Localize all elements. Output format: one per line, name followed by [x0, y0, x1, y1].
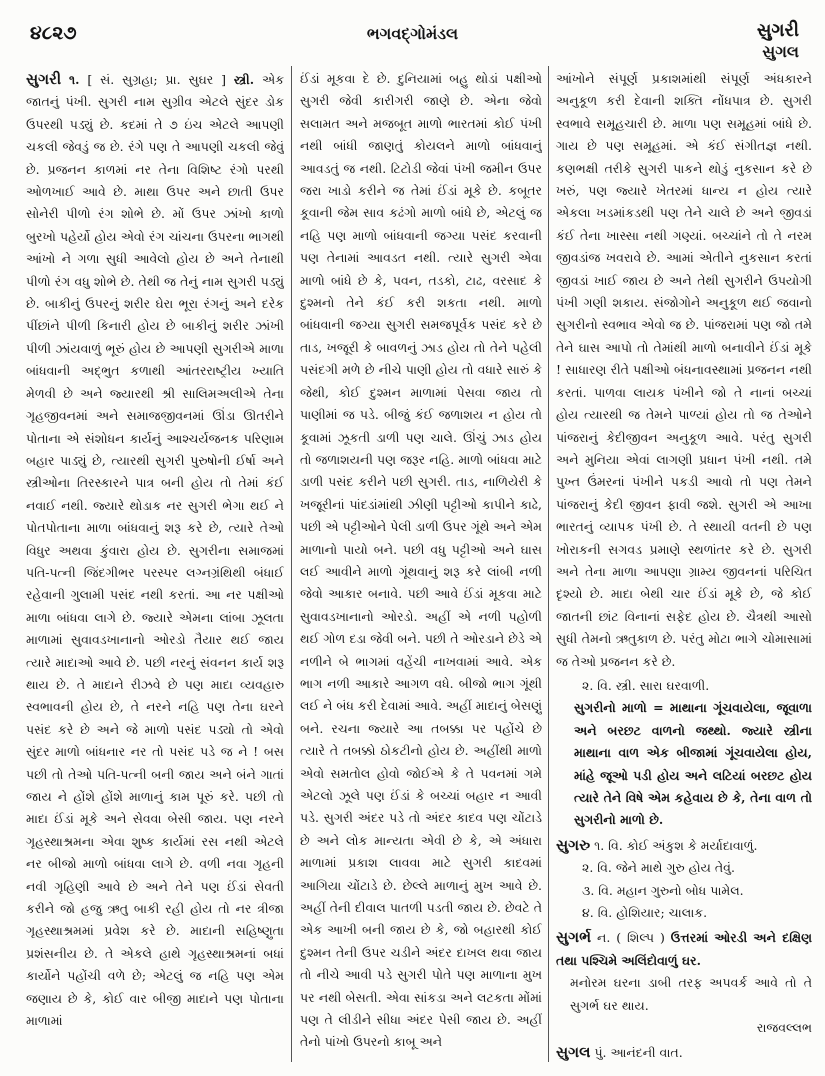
gender-label: સ્ત્રી.	[233, 72, 255, 87]
idiom-quote: સુગરીનો માળો = માથાના ગૂંચવાયેલા, જૂવાળા અને બરછટ વાળનો જથ્થો. જ્યારે સ્ત્રીના માથાના વાળ એક બીજામાં ગૂંચવાયેલા હોય, માંહે જૂઓ પડી હોય અને લટિયાં બરછટ હોય ત્યારે તેને વિષે એમ કહેવાય છે કે, તેના વાળ તો સુગરીનો માળો છે.	[574, 700, 812, 828]
sense-definition: ઉત્તરમાં ઓરડી અને દક્ષિણ તથા પશ્ચિમે અલિંદોવાળું ઘર.	[556, 930, 812, 968]
entry-sugri	[26, 68, 284, 1032]
column-divider	[548, 66, 549, 1062]
sense-label: ૨. વિ. સ્ત્રી.	[582, 677, 636, 693]
page-number: ૪૮૨૭	[30, 22, 77, 44]
headword: સુગલ	[556, 1043, 591, 1062]
running-title: ભગવદ્ગોમંડલ	[366, 24, 459, 43]
sense-definition: ૩. વિ. મહાન ગુરુનો બોધ પામેલ.	[582, 882, 744, 898]
definition-text: આંખોને સંપૂર્ણ પ્રકાશમાંથી સંપૂર્ણ અંધકારને અનુકૂળ કરી દેવાની શક્તિ નોંધપાત્ર છે. સુગરી સ્વભાવે સમૂહચારી છે. માળા પણ સમૂહમાં બાંધે છે. ગાય છે પણ સમૂહમાં. એ કંઈ સંગીતજ્ઞ નથી. કણભક્ષી તરીકે સુગરી પાકને થોડું નુકસાન કરે છે ખરું, પણ જ્યારે ખેતરમાં ધાન્ય ન હોય ત્યારે એકલા ખડમાંકડથી પણ તેને ચાલે છે અને જીવડાં કંઈ તેના ખાસ્સા નથી ગણ્યાં. બચ્ચાંને તો તે નરમ જીવડાંજ ખવરાવે છે. આમાં એતીને નુકસાન કરતાં જીવડાં ખાઈ જાય છે અને તેથી સુગરીને ઉપયોગી પંખી ગણી શકાય. સંજોગોને અનુકૂળ થઈ જવાનો સુગરીનો સ્વભાવ એવો જ છે. પાંજરામાં પણ જો તમે તેને ઘાસ આપો તો તેમાંથી માળો બનાવીને ઈંડાં મૂકે ! સાધારણ રીતે પક્ષીઓ બંધનાવસ્થામાં પ્રજનન નથી કરતાં. પાળવા લાયક પંખીને જો તે નાનાં બચ્ચાં હોય ત્યારથી જ તેમને પાળ્યાં હોય તો જ તેઓને પાંજરાનું કેદીજીવન અનુકૂળ આવે. પરંતુ સુગરી અને મુનિયા એવાં લાગણી પ્રધાન પંખી નથી. તમે પુખ્ત ઉંમરનાં પંખીને પકડી આવો તો પણ તેમને પાંજરાનું કેદી જીવન ફાવી જશે. સુગરી એ આખા ભારતનું વ્યાપક પંખી છે. તે સ્થાયી વતની છે પણ ખોરાકની સગવડ પ્રમાણે સ્થળાંતર કરે છે. સુગરી અને તેના માળા આપણા ગ્રામ્ય જીવનનાં પરિચિત દૃશ્યો છે. માદા બેથી ચાર ઈંડાં મૂકે છે, જે કોઈ જાતની છાંટ વિનાનાં સફેદ હોય છે. ચૈત્રથી આસો સુધી તેમનો ઋતુકાળ છે. પરંતુ મોટા ભાગે ચોમાસામાં જ તેઓ પ્રજનન કરે છે.	[556, 71, 812, 669]
sense-definition: ૧. વિ. કોઈ અંકુશ કે મર્યાદાવાળું.	[594, 837, 758, 853]
headword: સુગરી	[26, 70, 62, 88]
sense-2	[556, 675, 812, 697]
guide-word-first: સુગરી	[756, 20, 799, 41]
definition-text: એક જાતનું પંખી. સુગરી નામ સુગ્રીવ એટલે સુંદર ડોક ઉપરથી પડ્યું છે. કદમાં તે ૭ ઇંચ એટલે આપણી ચકલી જેવડું જ છે. રંગે પણ તે આપણી ચકલી જેવું છે. પ્રજનન કાળમાં નર તેના વિશિષ્ટ રંગો પરથી ઓળખાઈ આવે છે. માથા ઉપર અને છાતી ઉપર સોનેરી પીળો રંગ શોભે છે. મોં ઉપર ઝાંખો કાળો બુરખો પહેર્યો હોય એવો રંગ ચાંચના ઉપરના ભાગથી આંખો ને ગળા સુધી આવેલો હોય છે અને તેનાથી પીળો રંગ વધુ શોભે છે. તેથી જ તેનું નામ સુગરી પડ્યું છે. બાકીનું ઉપરનું શરીર ઘેરા ભૂરા રંગનું અને દરેક પીંછાંને પીળી કિનારી હોય છે બાકીનું શરીર ઝાંખી પીળી ઝાંયવાળું ભૂરું હોય છે આપણી સુગરીએ માળા બાંધવાની અદ્ભુત કળાથી આંતરરાષ્ટ્રીય ખ્યાતિ મેળવી છે અને જ્યારથી શ્રી સાલિમઅલીએ તેના ગૃહજીવનમાં અને સમાજજીવનમાં ઊંડા ઊતરીને પોતાના એ સંશોધન કાર્યનું આશ્ચર્યજનક પરિણામ બહાર પાડ્યું છે, ત્યારથી સુગરી પુરુષોની ઈર્ષા અને સ્ત્રીઓના તિરસ્કારને પાત્ર બની હોય તો તેમાં કંઈ નવાઈ નથી. જ્યારે થોડાક નર સુગરી ભેગા થઈ ને પોતપોતાના માળા બાંધવાનું શરૂ કરે છે, ત્યારે તેઓ વિધુર અથવા કુંવારા હોય છે. સુગરીના સમાજમાં પતિ-પત્ની જિંદગીભર પરસ્પર લગ્નગ્રંથિથી બંધાઈ રહેવાની ગુલામી પસંદ નથી કરતાં. આ નર પક્ષીઓ માળા બાંધવા લાગે છે. જ્યારે એમના લાંબા ઝૂલતા માળામાં સુવાવડખાનાનો ઓરડો તૈયાર થઈ જાય ત્યારે માદાઓ આવે છે. પછી નરનું સંવનન કાર્ય શરૂ થાય છે. તે માદાને રીઝવે છે પણ માદા વ્યવહારુ સ્વભાવની હોય છે, તે નરને નહિ પણ તેના ઘરને પસંદ કરે છે અને જે માળો પસંદ પડ્યો તો એવો સુંદર માળો બાંધનાર નર તો પસંદ પડે જ ને ! બસ પછી તો તેઓ પતિ-પત્ની બની જાય અને બંને ગાતાં જાય ને હોંશે હોંશે માળાનું કામ પૂરું કરે. પછી તો માદા ઈંડાં મૂકે અને સેવવા બેસી જાય. પણ નરને ગૃહસ્થાશ્રમના એવા શુષ્ક કાર્યમાં રસ નથી એટલે નર બીજો માળો બાંધવા લાગે છે. વળી નવા ગૃહની નવી ગૃહિણી આવે છે અને તેને પણ ઈંડાં સેવતી કરીને જો હજુ ઋતુ બાકી રહી હોય તો નર ત્રીજા ગૃહસ્થાશ્રમમાં પ્રવેશ કરે છે. માદાની સહિષ્ણુતા પ્રશંસનીય છે. તે એકલે હાથે ગૃહસ્થાશ્રમનાં બધાં કાર્યોને પહોંચી વળે છે; એટલું જ નહિ પણ એમ જણાય છે કે, કોઈ વાર બીજી માદાને પણ પોતાના માળામાં	[26, 72, 284, 1029]
sense-definition: ૨. વિ. જેને માથે ગુરુ હોય તેવું.	[582, 860, 735, 876]
entry-sugaru	[556, 834, 812, 857]
guide-word-last: સુગલ	[762, 42, 799, 61]
column-left	[26, 68, 284, 1062]
column-right	[556, 68, 812, 1062]
part-of-speech: ન. ( શિલ્પ )	[597, 930, 665, 946]
citation-quote: મનોરમ ઘરના ડાબી તરફ અપવર્ક આવે તો તે સુગર્ભ ઘર થાય.	[570, 975, 812, 1013]
sense-definition: પું. આનંદની વાત.	[594, 1045, 683, 1061]
entry-sugarbh	[556, 926, 812, 972]
citation-source: રાજવલ્લભ	[756, 1020, 812, 1036]
entry-sugal	[556, 1041, 812, 1062]
column-middle	[300, 68, 542, 1062]
headword: સુગરુ	[556, 835, 591, 854]
headword: સુગર્ભ	[556, 928, 592, 947]
sense-definition: ૪. વિ. હોશિયાર; ચાલાક.	[582, 905, 708, 921]
definition-text: ઈંડાં મૂકવા દે છે. દુનિયામાં બહુ થોડાં પક્ષીઓ સુગરી જેવી કારીગરી જાણે છે. એના જેવો સલામત અને મજબૂત માળો ભારતમાં કોઈ પંખી નથી બાંધી જાણતું કોયલને માળો બાંધવાનું આવડતું જ નથી. ટિટોડી જેવાં પંખી જમીન ઉપર જરા ખાડો કરીને જ તેમાં ઈંડાં મૂકે છે. કબૂતર કૂવાની જેમ સાવ કઢંગો માળો બાંધે છે, એટલું જ નહિ પણ માળો બાંધવાની જગ્યા પસંદ કરવાની પણ તેનામાં આવડત નથી. ત્યારે સુગરી એવા માળો બાંધે છે કે, પવન, તડકો, ટાઢ, વરસાદ કે દુશ્મનો તેને કંઈ કરી શકતા નથી. માળો બાંધવાની જગ્યા સુગરી સમજપૂર્વક પસંદ કરે છે તાડ, ખજૂરી કે બાવળનું ઝાડ હોય તો તેને પહેલી પસંદગી મળે છે નીચે પાણી હોય તો વધારે સારું કે જેથી, કોઈ દુશ્મન માળામાં પેસવા જાય તો પાણીમાં જ પડે. બીજું કંઈ જળાશય ન હોય તો કૂવામાં ઝૂકતી ડાળી પણ ચાલે. ઊંચું ઝાડ હોય તો જળાશયની પણ જરૂર નહિ. માળો બાંધવા માટે ડાળી પસંદ કરીને પછી સુગરી. તાડ, નાળિયેરી કે ખજૂરીનાં પાંદડાંમાંથી ઝીણી પટ્ટીઓ કાપીને કાઢે, પછી એ પટ્ટીઓને પેલી ડાળી ઉપર ગૂંથે અને એમ માળાનો પાયો બને. પછી વધુ પટ્ટીઓ અને ઘાસ લઈ આવીને માળો ગૂંથવાનું શરૂ કરે લાંબી નળી જેવો આકાર બનાવે. પછી આવે ઈંડાં મૂકવા માટે સુવાવડખાનાનો ઓરડો. અહીં એ નળી પહોળી થઈ ગોળ દડા જેવી બને. પછી તે ઓરડાને છેડે એ નળીને બે ભાગમાં વહેંચી નાખવામાં આવે. એક ભાગ નળી આકારે આગળ વધે. બીજો ભાગ ગૂંથી લઈ ને બંધ કરી દેવામાં આવે. અહીં માદાનું બેસણું બને. રચના જ્યારે આ તબક્કા પર પહોંચે છે ત્યારે તે તબક્કો ઠોકટીનો હોય છે. અહીંથી માળો એવો સમતોલ હોવો જોઈએ કે તે પવનમાં ગમે એટલો ઝૂલે પણ ઈંડાં કે બચ્ચાં બહાર ન આવી પડે. સુગરી અંદર પડે તો અંદર કાદવ પણ ચોંટાડે છે અને લોક માન્યતા એવી છે કે, એ અંધારા માળામાં પ્રકાશ લાવવા માટે સુગરી કાદવમાં આગિયા ચોંટાડે છે. છેલ્લે માળાનું મુખ આવે છે. અહીં તેની દીવાલ પાતળી પડતી જાય છે. છેવટે તે એક આખી બની જાય છે કે, જો બહારથી કોઈ દુશ્મન તેની ઉપર ચડીને અંદર દાખલ થવા જાય તો નીચે આવી પડે સુગરી પોતે પણ માળાના મુખ પર નથી બેસતી. એવા સાંકડા અને લટકતા મોંમાં પણ તે લીડીને સીધા અંદર પેસી જાય છે. અહીં તેનો પાંખો ઉપરનો કાબૂ અને	[300, 71, 542, 1050]
sense-definition: સારા ઘરવાળી.	[639, 677, 710, 693]
guide-words	[757, 20, 799, 62]
column-divider	[291, 66, 292, 1062]
etymology: [ સં. સુગ્રહા; પ્રા. સુઘર ]	[87, 72, 226, 87]
sense-number: ૧.	[69, 72, 80, 87]
